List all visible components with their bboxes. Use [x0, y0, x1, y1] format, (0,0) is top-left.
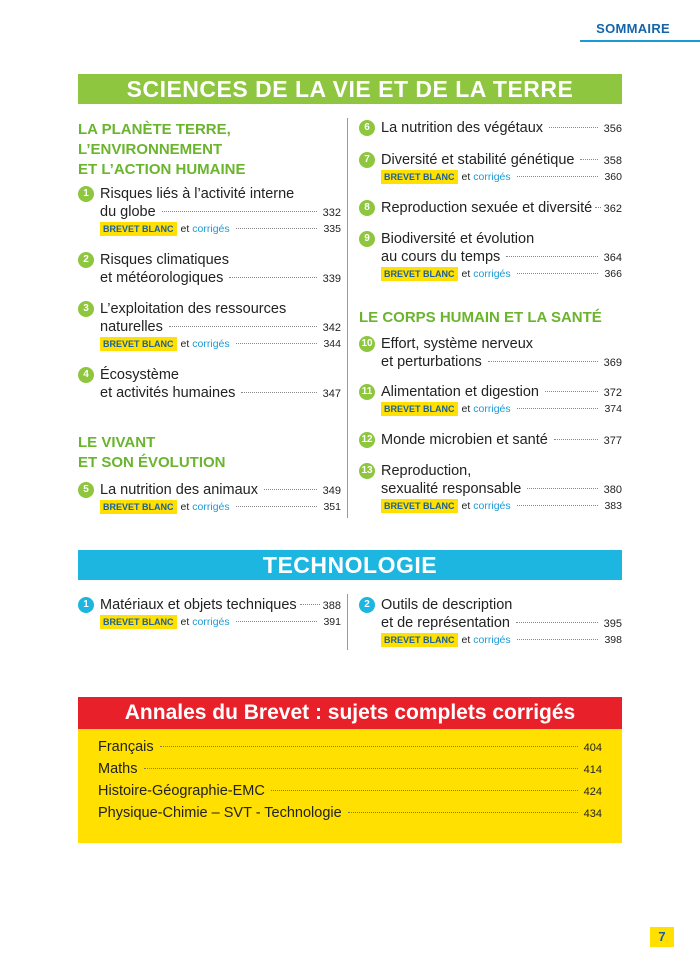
page-number: 332: [322, 207, 341, 219]
page-number: 404: [583, 742, 602, 754]
techno-item-2[interactable]: 2 Outils de description et de représentation 395 BREVET BLANC et corrigés 398: [381, 596, 622, 649]
toc-item-9[interactable]: 9 Biodiversité et évolution au cours du temps 364 BREVET BLANC et corrigés 366: [381, 230, 622, 283]
chapter-number-badge: 1: [78, 597, 94, 613]
chapter-number-badge: 12: [359, 432, 375, 448]
page-number: 388: [322, 600, 341, 612]
page-number: 424: [583, 786, 602, 798]
toc-item-12[interactable]: 12 Monde microbien et santé 377: [381, 431, 622, 449]
annales-row-maths[interactable]: Maths 414: [98, 761, 602, 777]
svt-banner: SCIENCES DE LA VIE ET DE LA TERRE: [78, 74, 622, 104]
chapter-number-badge: 3: [78, 301, 94, 317]
chapter-number-badge: 11: [359, 384, 375, 400]
page-number: 364: [603, 252, 622, 264]
chapter-number-badge: 10: [359, 336, 375, 352]
chapter-number-badge: 13: [359, 463, 375, 479]
brevet-blanc-badge: BREVET BLANC: [100, 615, 177, 629]
page-number: 349: [322, 485, 341, 497]
brevet-blanc-badge: BREVET BLANC: [381, 499, 458, 513]
page-number: 347: [322, 388, 341, 400]
page-number: 356: [603, 123, 622, 135]
toc-item-13[interactable]: 13 Reproduction, sexualité responsable 380 BREVET BLANC et corrigés 383: [381, 462, 622, 515]
annales-banner: Annales du Brevet : sujets complets corrigés: [78, 697, 622, 729]
toc-item-8[interactable]: 8 Reproduction sexuée et diversité 362: [381, 199, 622, 217]
chapter-number-badge: 9: [359, 231, 375, 247]
techno-banner: TECHNOLOGIE: [78, 550, 622, 580]
header-tab: [580, 18, 700, 42]
chapter-number-badge: 5: [78, 482, 94, 498]
techno-item-1[interactable]: 1 Matériaux et objets techniques 388 BREVET BLANC et corrigés 391: [100, 596, 341, 631]
section-title-vivant: LE VIVANT ET SON ÉVOLUTION: [78, 434, 226, 471]
toc-item-6[interactable]: 6 La nutrition des végétaux 356: [381, 119, 622, 137]
page-number: 395: [603, 618, 622, 630]
chapter-number-badge: 2: [78, 252, 94, 268]
annales-row-sciences[interactable]: Physique-Chimie – SVT - Technologie 434: [98, 805, 602, 821]
chapter-number-badge: 6: [359, 120, 375, 136]
page-number: 434: [583, 808, 602, 820]
section-title-planete: LA PLANÈTE TERRE, L’ENVIRONNEMENT ET L’ACTION HUMAINE: [78, 121, 246, 178]
section-title-corps-humain: LE CORPS HUMAIN ET LA SANTÉ: [359, 309, 602, 326]
header-tab-label: SOMMAIRE: [596, 21, 670, 36]
page-number-badge: 7: [650, 927, 674, 947]
column-divider: [347, 594, 348, 650]
page-number: 339: [322, 273, 341, 285]
brevet-blanc-badge: BREVET BLANC: [100, 500, 177, 514]
toc-item-2[interactable]: 2 Risques climatiques et météorologiques 339: [100, 251, 341, 287]
brevet-blanc-badge: BREVET BLANC: [381, 267, 458, 281]
brevet-blanc-badge: BREVET BLANC: [100, 337, 177, 351]
toc-item-3[interactable]: 3 L’exploitation des ressources naturelles 342 BREVET BLANC et corrigés 344: [100, 300, 341, 353]
toc-item-10[interactable]: 10 Effort, système nerveux et perturbations 369: [381, 335, 622, 371]
page-number: 372: [603, 387, 622, 399]
brevet-blanc-badge: BREVET BLANC: [381, 170, 458, 184]
page-number: 369: [603, 357, 622, 369]
toc-item-11[interactable]: 11 Alimentation et digestion 372 BREVET BLANC et corrigés 374: [381, 383, 622, 418]
toc-item-4[interactable]: 4 Écosystème et activités humaines 347: [100, 366, 341, 402]
toc-item-1[interactable]: 1 Risques liés à l’activité interne du globe 332 BREVET BLANC et corrigés 335: [100, 185, 341, 238]
annales-list: [78, 729, 622, 843]
brevet-blanc-badge: BREVET BLANC: [381, 402, 458, 416]
page-number: 380: [603, 484, 622, 496]
chapter-number-badge: 8: [359, 200, 375, 216]
chapter-number-badge: 1: [78, 186, 94, 202]
brevet-blanc-badge: BREVET BLANC: [381, 633, 458, 647]
page-number: 358: [603, 155, 622, 167]
annales-row-francais[interactable]: Français 404: [98, 739, 602, 755]
page-number: 377: [603, 435, 622, 447]
column-divider: [347, 118, 348, 518]
annales-row-histoire[interactable]: Histoire-Géographie-EMC 424: [98, 783, 602, 799]
chapter-number-badge: 2: [359, 597, 375, 613]
toc-item-5[interactable]: 5 La nutrition des animaux 349 BREVET BLANC et corrigés 351: [100, 481, 341, 516]
toc-item-7[interactable]: 7 Diversité et stabilité génétique 358 BREVET BLANC et corrigés 360: [381, 151, 622, 186]
page-number: 342: [322, 322, 341, 334]
chapter-number-badge: 7: [359, 152, 375, 168]
chapter-number-badge: 4: [78, 367, 94, 383]
page-number: 362: [603, 203, 622, 215]
brevet-blanc-badge: BREVET BLANC: [100, 222, 177, 236]
page-number: 414: [583, 764, 602, 776]
